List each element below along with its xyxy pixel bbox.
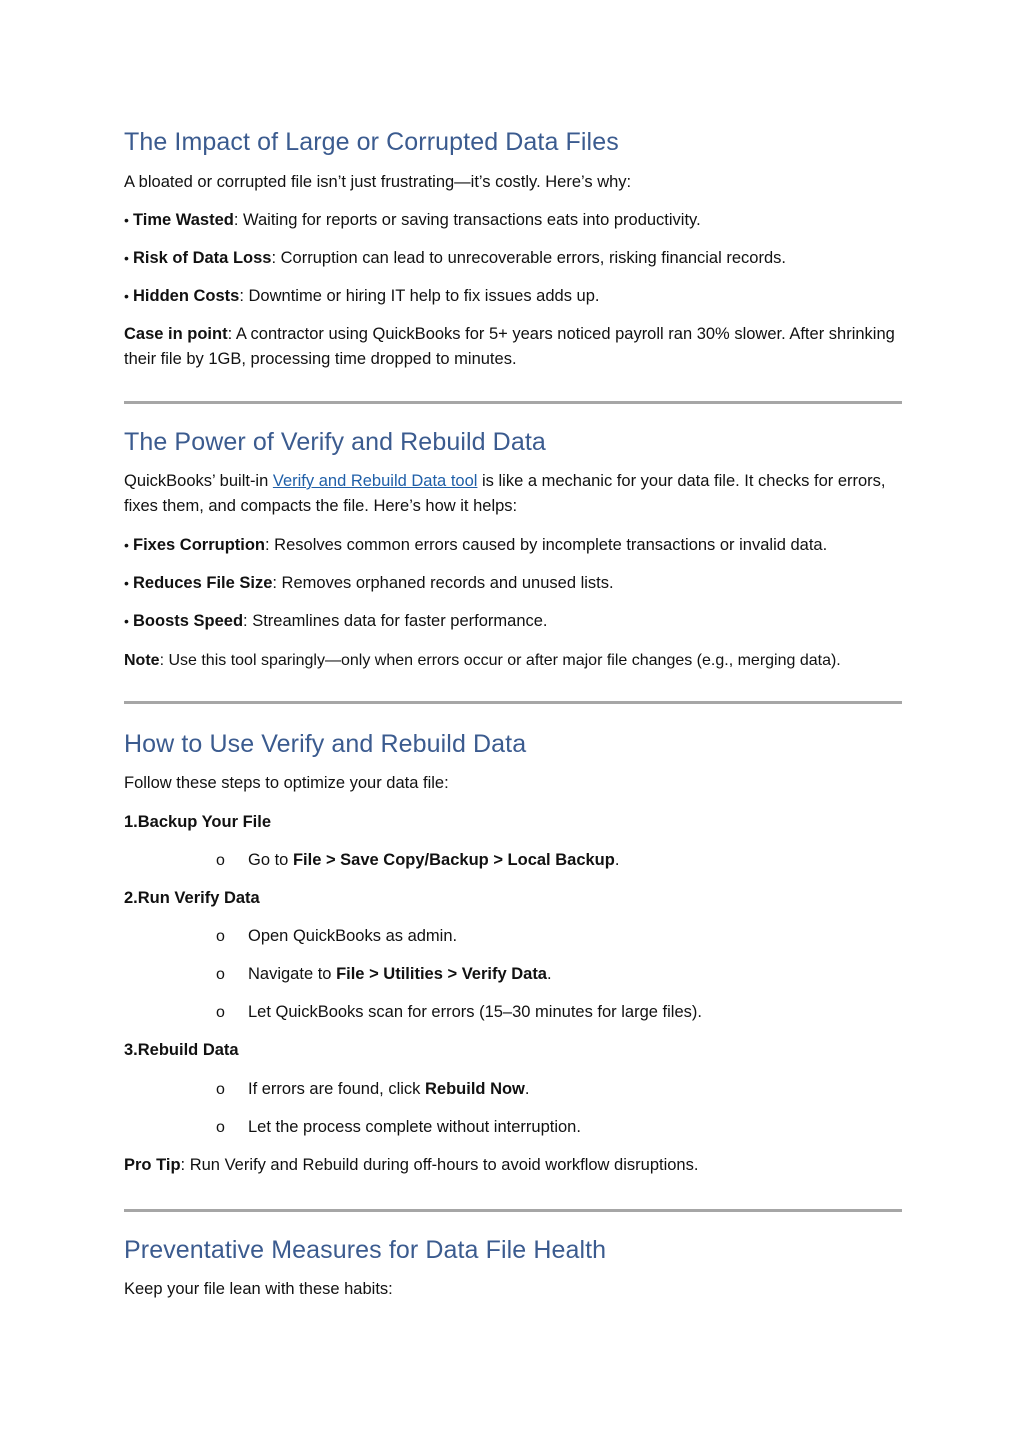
verify-rebuild-tool-link[interactable]: Verify and Rebuild Data tool: [272, 472, 478, 490]
list-item-term: Boosts Speed: [133, 612, 244, 630]
note-term: Pro Tip: [124, 1156, 181, 1174]
circle-bullet-icon: o: [216, 1004, 225, 1021]
paragraph: [124, 469, 902, 519]
paragraph: Follow these steps to optimize your data file:: [124, 774, 449, 792]
circle-bullet-icon: o: [216, 928, 225, 945]
list-item-term: Hidden Costs: [133, 287, 240, 305]
list-item: [124, 246, 786, 271]
sub-list-item: o Open QuickBooks as admin.: [216, 924, 457, 949]
section-heading: How to Use Verify and Rebuild Data: [124, 730, 527, 758]
bullet-icon: •: [124, 537, 129, 553]
list-item: [124, 533, 827, 558]
note-term: Note: [124, 652, 160, 669]
list-item-term: Risk of Data Loss: [133, 249, 272, 267]
list-item-text: : Resolves common errors caused by incomplete transactions or invalid data.: [265, 536, 828, 554]
sub-list-item: o Navigate to File > Utilities > Verify Data.: [216, 962, 552, 987]
sub-list-item: o Go to File > Save Copy/Backup > Local Backup.: [216, 848, 619, 873]
list-item-term: Time Wasted: [133, 211, 234, 229]
list-item-text: : Corruption can lead to unrecoverable errors, risking financial records.: [271, 249, 786, 267]
section-divider: [124, 401, 902, 404]
paragraph: A bloated or corrupted file isn’t just frustrating—it’s costly. Here’s why:: [124, 173, 632, 191]
bullet-icon: •: [124, 212, 129, 228]
section-heading: The Impact of Large or Corrupted Data Files: [124, 128, 619, 156]
list-item-text: : Streamlines data for faster performance.: [243, 612, 548, 630]
circle-bullet-icon: o: [216, 1081, 225, 1098]
section-heading: The Power of Verify and Rebuild Data: [124, 428, 546, 456]
section-divider: [124, 701, 902, 704]
section-heading: Preventative Measures for Data File Health: [124, 1236, 607, 1264]
note-paragraph: [124, 648, 841, 673]
list-item-text: : Waiting for reports or saving transactions eats into productivity.: [233, 211, 701, 229]
note-term: Case in point: [124, 325, 228, 343]
sub-list-item: o Let QuickBooks scan for errors (15–30 minutes for large files).: [216, 1000, 702, 1025]
bullet-icon: •: [124, 613, 129, 629]
list-item-text: : Removes orphaned records and unused lists.: [272, 574, 614, 592]
note-text: : Run Verify and Rebuild during off-hours to avoid workflow disruptions.: [180, 1156, 699, 1174]
bullet-icon: •: [124, 288, 129, 304]
intro-text: is like a mechanic for your data file. It checks for errors, fixes them, and compacts the file. Here’s how it helps:: [124, 472, 886, 515]
list-item-term: Reduces File Size: [133, 574, 273, 592]
paragraph: Keep your file lean with these habits:: [124, 1280, 393, 1298]
sub-list-item: o Let the process complete without interruption.: [216, 1115, 581, 1140]
list-item: [124, 208, 701, 233]
step-label: 3.Rebuild Data: [124, 1041, 239, 1059]
circle-bullet-icon: o: [216, 1119, 225, 1136]
note-text: : Use this tool sparingly—only when errors occur or after major file changes (e.g., merging data).: [159, 652, 841, 669]
list-item: [124, 609, 548, 634]
bullet-icon: •: [124, 575, 129, 591]
list-item: [124, 284, 599, 309]
list-item-text: : Downtime or hiring IT help to fix issues adds up.: [239, 287, 600, 305]
pro-tip-paragraph: [124, 1153, 698, 1178]
intro-text: QuickBooks’ built-in: [124, 472, 273, 490]
section-divider: [124, 1209, 902, 1212]
list-item-term: Fixes Corruption: [133, 536, 266, 554]
case-in-point-paragraph: [124, 322, 902, 372]
note-text: : A contractor using QuickBooks for 5+ years noticed payroll ran 30% slower. After shrinking their file by 1GB, processing time dropped to minutes.: [124, 325, 895, 368]
list-item: [124, 571, 614, 596]
bullet-icon: •: [124, 250, 129, 266]
circle-bullet-icon: o: [216, 966, 225, 983]
step-label: 1.Backup Your File: [124, 813, 272, 831]
circle-bullet-icon: o: [216, 852, 225, 869]
sub-list-item: o If errors are found, click Rebuild Now.: [216, 1077, 530, 1102]
step-label: 2.Run Verify Data: [124, 889, 260, 907]
